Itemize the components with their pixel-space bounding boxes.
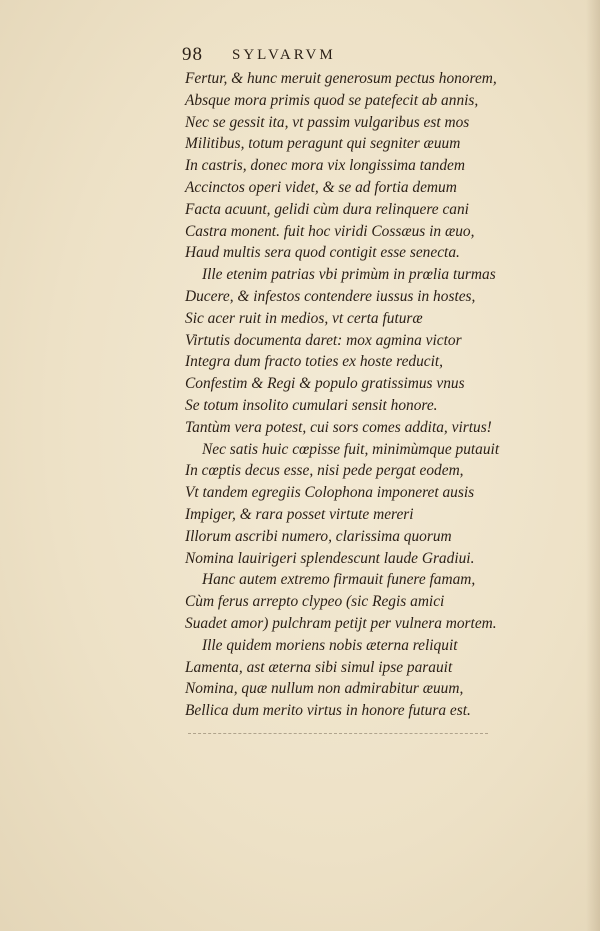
verse-line: In castris, donec mora vix longissima tandem — [185, 157, 465, 175]
verse-line: Fertur, & hunc meruit generosum pectus honorem, — [185, 70, 497, 87]
running-title: SYLVARVM — [232, 47, 336, 63]
verse-line: Confestim & Regi & populo gratissimus vnus — [185, 375, 465, 393]
verse-line: Ducere, & infestos contendere iussus in hostes, — [185, 287, 476, 305]
verse-line: Impiger, & rara posset virtute mereri — [185, 505, 414, 523]
verse-line: Bellica dum merito virtus in honore futura est. — [185, 702, 471, 720]
verse-line: Cùm ferus arrepto clypeo (sic Regis amici — [185, 593, 445, 611]
verse-line: Castra monent. fuit hoc viridi Cossæus in æuo, — [185, 222, 475, 240]
verse-line: Ille quidem moriens nobis æterna reliquit — [202, 636, 458, 654]
verse-line: Integra dum fracto toties ex hoste reducit, — [185, 353, 444, 371]
verse-line: Nec satis huic cœpisse fuit, minimùmque putauit — [202, 440, 500, 458]
verse-line: Facta acuunt, gelidi cùm dura relinquere cani — [185, 200, 469, 218]
verse-line: Sic acer ruit in medios, vt certa futuræ — [185, 309, 423, 327]
verse-line: Nomina lauirigeri splendescunt laude Gradiui. — [185, 549, 475, 567]
verse-line: Absque mora primis quod se patefecit ab annis, — [185, 91, 479, 109]
verse-line: Haud multis sera quod contigit esse senecta. — [185, 244, 460, 262]
verse-line: Militibus, totum peragunt qui segniter æuum — [185, 135, 461, 153]
verse-line: Accinctos operi videt, & se ad fortia demum — [185, 178, 457, 196]
verse-line: Ille etenim patrias vbi primùm in prœlia turmas — [202, 266, 496, 284]
verse-line: Illorum ascribi numero, clarissima quorum — [185, 527, 452, 545]
verse-line: Vt tandem egregiis Colophona imponeret ausis — [185, 484, 475, 502]
verse-line: Se totum insolito cumulari sensit honore. — [185, 396, 438, 414]
verse-line: Nec se gessit ita, vt passim vulgaribus est mos — [185, 113, 470, 131]
poem-text — [185, 68, 499, 722]
verse-line: Hanc autem extremo firmauit funere famam, — [202, 571, 476, 589]
page-edge-shadow — [586, 0, 600, 931]
verse-line: Virtutis documenta daret: mox agmina victor — [185, 331, 462, 349]
page-number: 98 — [182, 44, 203, 65]
verse-line: Lamenta, ast æterna sibi simul ipse parauit — [185, 658, 453, 676]
verse-line: Tantùm vera potest, cui sors comes addita, virtus! — [185, 418, 492, 436]
show-through-mark — [252, 738, 278, 752]
verse-line: Suadet amor) pulchram petijt per vulnera mortem. — [185, 614, 497, 632]
verse-line: In cœptis decus esse, nisi pede pergat eodem, — [185, 462, 464, 480]
text-rule — [188, 733, 488, 734]
verse-line: Nomina, quæ nullum non admirabitur æuum, — [185, 680, 464, 698]
